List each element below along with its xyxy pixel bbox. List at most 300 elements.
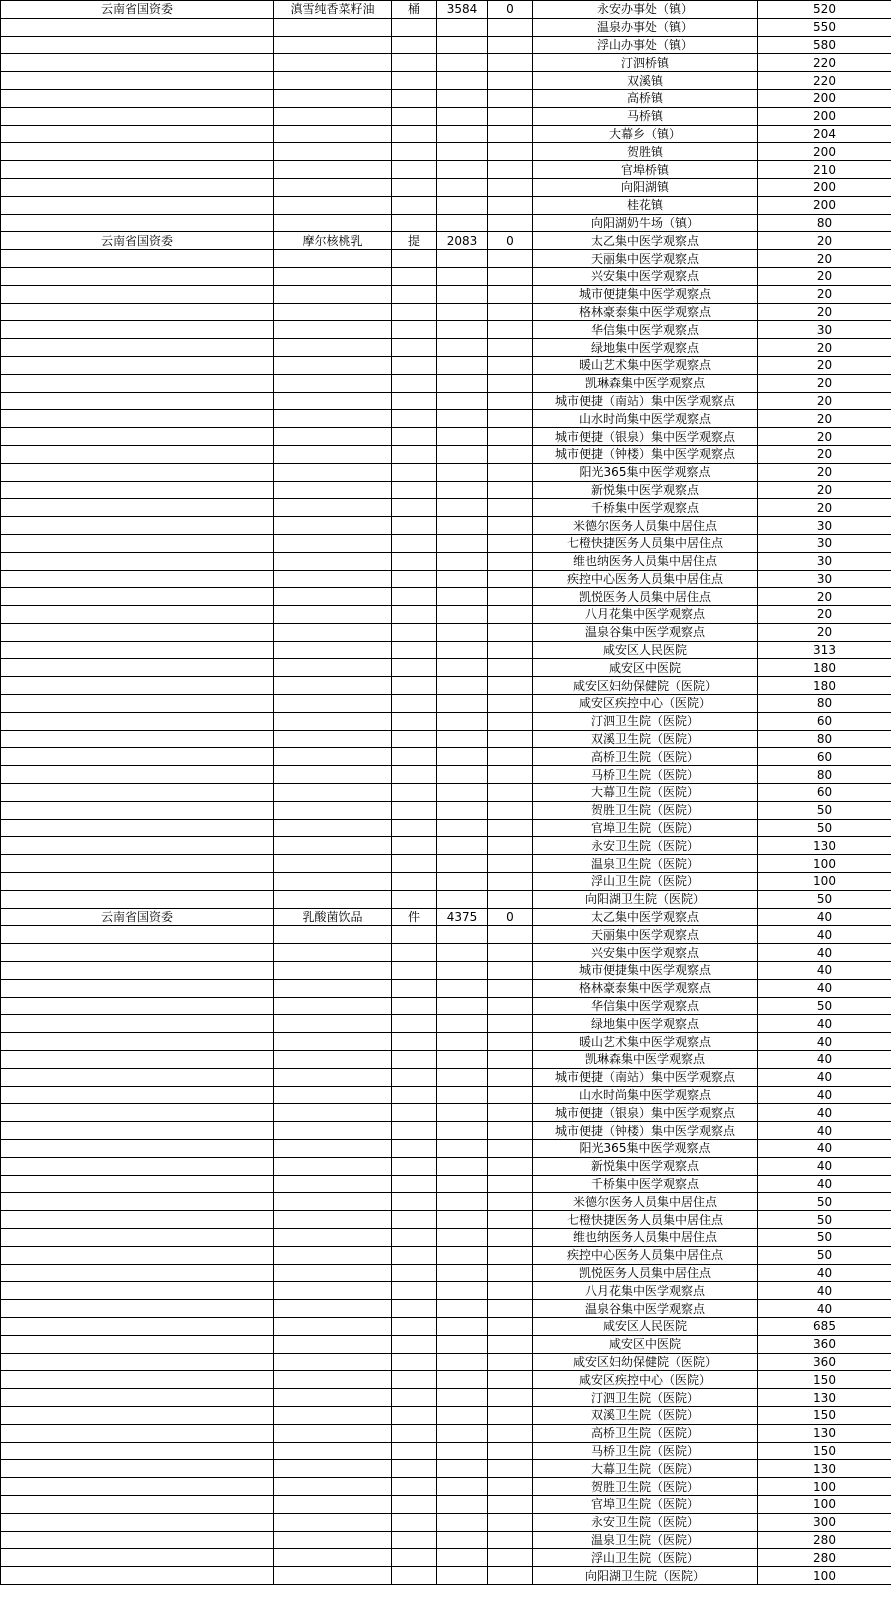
unit-cell <box>392 1015 437 1033</box>
table-row <box>1 1211 891 1229</box>
quantity-cell <box>437 1282 488 1300</box>
recipient-count-cell: 40 <box>758 1068 891 1086</box>
donor-cell <box>1 1033 274 1051</box>
unit-cell <box>392 730 437 748</box>
donor-cell <box>1 1122 274 1140</box>
table-row <box>1 481 891 499</box>
item-cell <box>274 143 392 161</box>
amount-cell <box>488 428 533 446</box>
table-row <box>1 499 891 517</box>
quantity-cell <box>437 1086 488 1104</box>
item-cell <box>274 1549 392 1567</box>
recipient-count-cell: 80 <box>758 214 891 232</box>
recipient-name-cell: 桂花镇 <box>533 196 758 214</box>
amount-cell <box>488 1264 533 1282</box>
quantity-cell <box>437 410 488 428</box>
table-row <box>1 1068 891 1086</box>
donor-cell <box>1 196 274 214</box>
item-cell <box>274 766 392 784</box>
recipient-name-cell: 暖山艺术集中医学观察点 <box>533 1033 758 1051</box>
amount-cell <box>488 1478 533 1496</box>
amount-cell <box>488 1406 533 1424</box>
unit-cell <box>392 267 437 285</box>
item-cell <box>274 1193 392 1211</box>
amount-cell <box>488 1282 533 1300</box>
donor-cell <box>1 695 274 713</box>
item-cell <box>274 410 392 428</box>
item-cell <box>274 18 392 36</box>
donor-cell <box>1 534 274 552</box>
item-cell <box>274 1567 392 1585</box>
amount-cell <box>488 712 533 730</box>
donor-cell <box>1 1335 274 1353</box>
donor-cell <box>1 445 274 463</box>
item-cell <box>274 819 392 837</box>
item-cell <box>274 517 392 535</box>
unit-cell <box>392 1211 437 1229</box>
recipient-count-cell: 40 <box>758 962 891 980</box>
unit-cell <box>392 1549 437 1567</box>
unit-cell: 件 <box>392 908 437 926</box>
unit-cell <box>392 517 437 535</box>
amount-cell <box>488 196 533 214</box>
table-row <box>1 214 891 232</box>
recipient-name-cell: 新悦集中医学观察点 <box>533 481 758 499</box>
recipient-count-cell: 20 <box>758 588 891 606</box>
amount-cell <box>488 748 533 766</box>
item-cell <box>274 1389 392 1407</box>
recipient-count-cell: 130 <box>758 1424 891 1442</box>
unit-cell: 提 <box>392 232 437 250</box>
recipient-name-cell: 向阳湖镇 <box>533 178 758 196</box>
unit-cell <box>392 748 437 766</box>
donor-cell <box>1 463 274 481</box>
recipient-name-cell: 绿地集中医学观察点 <box>533 1015 758 1033</box>
quantity-cell <box>437 748 488 766</box>
unit-cell <box>392 1424 437 1442</box>
item-cell <box>274 285 392 303</box>
recipient-name-cell: 七橙快捷医务人员集中居住点 <box>533 1211 758 1229</box>
unit-cell <box>392 481 437 499</box>
table-row <box>1 374 891 392</box>
recipient-name-cell: 凯悦医务人员集中居住点 <box>533 1264 758 1282</box>
quantity-cell <box>437 143 488 161</box>
quantity-cell <box>437 463 488 481</box>
recipient-count-cell: 20 <box>758 303 891 321</box>
amount-cell: 0 <box>488 908 533 926</box>
recipient-count-cell: 50 <box>758 1246 891 1264</box>
table-row <box>1 748 891 766</box>
donor-cell <box>1 392 274 410</box>
recipient-name-cell: 城市便捷（南站）集中医学观察点 <box>533 392 758 410</box>
recipient-count-cell: 40 <box>758 1157 891 1175</box>
table-row <box>1 267 891 285</box>
table-row <box>1 606 891 624</box>
donor-cell <box>1 1104 274 1122</box>
amount-cell <box>488 161 533 179</box>
recipient-count-cell: 100 <box>758 1495 891 1513</box>
donor-cell <box>1 54 274 72</box>
recipient-count-cell: 200 <box>758 143 891 161</box>
quantity-cell <box>437 890 488 908</box>
recipient-name-cell: 浮山卫生院（医院） <box>533 873 758 891</box>
donor-cell <box>1 730 274 748</box>
amount-cell <box>488 1442 533 1460</box>
amount-cell <box>488 784 533 802</box>
item-cell <box>274 570 392 588</box>
table-row <box>1 1264 891 1282</box>
unit-cell <box>392 1531 437 1549</box>
unit-cell <box>392 1513 437 1531</box>
recipient-name-cell: 城市便捷（银泉）集中医学观察点 <box>533 1104 758 1122</box>
unit-cell <box>392 1353 437 1371</box>
donor-cell <box>1 1371 274 1389</box>
amount-cell <box>488 1157 533 1175</box>
unit-cell <box>392 445 437 463</box>
recipient-name-cell: 咸安区中医院 <box>533 1335 758 1353</box>
item-cell <box>274 890 392 908</box>
item-cell <box>274 748 392 766</box>
unit-cell <box>392 1140 437 1158</box>
unit-cell <box>392 392 437 410</box>
recipient-count-cell: 180 <box>758 677 891 695</box>
donor-cell <box>1 356 274 374</box>
quantity-cell <box>437 161 488 179</box>
donor-cell <box>1 125 274 143</box>
amount-cell <box>488 606 533 624</box>
donor-cell <box>1 1175 274 1193</box>
table-row <box>1 321 891 339</box>
recipient-name-cell: 七橙快捷医务人员集中居住点 <box>533 534 758 552</box>
item-cell <box>274 1531 392 1549</box>
donor-cell <box>1 1086 274 1104</box>
recipient-count-cell: 130 <box>758 837 891 855</box>
quantity-cell <box>437 979 488 997</box>
unit-cell <box>392 1460 437 1478</box>
donor-cell <box>1 1389 274 1407</box>
item-cell <box>274 641 392 659</box>
recipient-count-cell: 40 <box>758 1122 891 1140</box>
amount-cell <box>488 1371 533 1389</box>
unit-cell <box>392 1442 437 1460</box>
amount-cell <box>488 890 533 908</box>
item-cell <box>274 926 392 944</box>
recipient-name-cell: 维也纳医务人员集中居住点 <box>533 552 758 570</box>
recipient-name-cell: 官埠卫生院（医院） <box>533 819 758 837</box>
recipient-name-cell: 凯悦医务人员集中居住点 <box>533 588 758 606</box>
unit-cell <box>392 926 437 944</box>
unit-cell <box>392 962 437 980</box>
quantity-cell <box>437 1246 488 1264</box>
table-row <box>1 908 891 926</box>
quantity-cell <box>437 1300 488 1318</box>
recipient-name-cell: 咸安区妇幼保健院（医院） <box>533 1353 758 1371</box>
recipient-name-cell: 八月花集中医学观察点 <box>533 606 758 624</box>
item-cell <box>274 873 392 891</box>
recipient-name-cell: 城市便捷（南站）集中医学观察点 <box>533 1068 758 1086</box>
table-row <box>1 944 891 962</box>
recipient-count-cell: 204 <box>758 125 891 143</box>
amount-cell <box>488 18 533 36</box>
donor-cell <box>1 837 274 855</box>
item-cell <box>274 428 392 446</box>
recipient-name-cell: 城市便捷（钟楼）集中医学观察点 <box>533 445 758 463</box>
quantity-cell <box>437 837 488 855</box>
donor-cell <box>1 1531 274 1549</box>
unit-cell <box>392 712 437 730</box>
table-row <box>1 428 891 446</box>
amount-cell <box>488 979 533 997</box>
recipient-count-cell: 280 <box>758 1549 891 1567</box>
table-row <box>1 356 891 374</box>
item-cell <box>274 623 392 641</box>
unit-cell <box>392 1335 437 1353</box>
table-row <box>1 18 891 36</box>
quantity-cell <box>437 1531 488 1549</box>
item-cell <box>274 855 392 873</box>
amount-cell <box>488 1389 533 1407</box>
amount-cell <box>488 1140 533 1158</box>
table-row <box>1 1335 891 1353</box>
quantity-cell <box>437 1549 488 1567</box>
recipient-name-cell: 温泉卫生院（医院） <box>533 1531 758 1549</box>
amount-cell <box>488 588 533 606</box>
recipient-name-cell: 八月花集中医学观察点 <box>533 1282 758 1300</box>
recipient-name-cell: 千桥集中医学观察点 <box>533 1175 758 1193</box>
amount-cell: 0 <box>488 1 533 19</box>
donor-cell <box>1 641 274 659</box>
recipient-count-cell: 313 <box>758 641 891 659</box>
amount-cell <box>488 873 533 891</box>
amount-cell <box>488 481 533 499</box>
recipient-name-cell: 大幕乡（镇） <box>533 125 758 143</box>
quantity-cell <box>437 1317 488 1335</box>
item-cell <box>274 214 392 232</box>
quantity-cell: 4375 <box>437 908 488 926</box>
item-cell <box>274 1335 392 1353</box>
recipient-name-cell: 咸安区疾控中心（医院） <box>533 1371 758 1389</box>
recipient-count-cell: 20 <box>758 356 891 374</box>
amount-cell <box>488 36 533 54</box>
recipient-name-cell: 大幕卫生院（医院） <box>533 784 758 802</box>
recipient-count-cell: 685 <box>758 1317 891 1335</box>
table-row <box>1 89 891 107</box>
recipient-name-cell: 维也纳医务人员集中居住点 <box>533 1228 758 1246</box>
table-row <box>1 962 891 980</box>
recipient-count-cell: 200 <box>758 178 891 196</box>
donor-cell <box>1 374 274 392</box>
recipient-count-cell: 50 <box>758 997 891 1015</box>
recipient-count-cell: 40 <box>758 1086 891 1104</box>
recipient-count-cell: 20 <box>758 428 891 446</box>
recipient-name-cell: 华信集中医学观察点 <box>533 321 758 339</box>
recipient-name-cell: 凯琳森集中医学观察点 <box>533 1051 758 1069</box>
amount-cell <box>488 125 533 143</box>
recipient-name-cell: 阳光365集中医学观察点 <box>533 1140 758 1158</box>
recipient-count-cell: 20 <box>758 499 891 517</box>
recipient-count-cell: 50 <box>758 801 891 819</box>
recipient-count-cell: 80 <box>758 730 891 748</box>
recipient-count-cell: 150 <box>758 1371 891 1389</box>
table-row <box>1 837 891 855</box>
amount-cell <box>488 1086 533 1104</box>
table-row <box>1 36 891 54</box>
amount-cell <box>488 1122 533 1140</box>
recipient-name-cell: 咸安区中医院 <box>533 659 758 677</box>
table-row <box>1 1478 891 1496</box>
table-row <box>1 855 891 873</box>
unit-cell <box>392 623 437 641</box>
quantity-cell <box>437 1424 488 1442</box>
quantity-cell <box>437 534 488 552</box>
amount-cell <box>488 339 533 357</box>
unit-cell <box>392 125 437 143</box>
quantity-cell <box>437 392 488 410</box>
recipient-count-cell: 50 <box>758 890 891 908</box>
item-cell <box>274 1175 392 1193</box>
donor-cell <box>1 1478 274 1496</box>
quantity-cell <box>437 196 488 214</box>
unit-cell <box>392 659 437 677</box>
table-row <box>1 517 891 535</box>
recipient-name-cell: 咸安区人民医院 <box>533 1317 758 1335</box>
recipient-count-cell: 130 <box>758 1389 891 1407</box>
quantity-cell <box>437 72 488 90</box>
recipient-name-cell: 绿地集中医学观察点 <box>533 339 758 357</box>
amount-cell <box>488 1549 533 1567</box>
amount-cell <box>488 695 533 713</box>
recipient-name-cell: 官埠桥镇 <box>533 161 758 179</box>
table-row <box>1 303 891 321</box>
recipient-count-cell: 40 <box>758 1140 891 1158</box>
donor-cell <box>1 143 274 161</box>
amount-cell <box>488 677 533 695</box>
unit-cell <box>392 1228 437 1246</box>
donor-cell <box>1 1353 274 1371</box>
quantity-cell <box>437 250 488 268</box>
unit-cell <box>392 1317 437 1335</box>
table-row <box>1 1371 891 1389</box>
table-row <box>1 677 891 695</box>
recipient-count-cell: 40 <box>758 926 891 944</box>
donor-cell <box>1 321 274 339</box>
quantity-cell <box>437 54 488 72</box>
item-cell <box>274 1086 392 1104</box>
table-row <box>1 1175 891 1193</box>
amount-cell <box>488 54 533 72</box>
table-row <box>1 1051 891 1069</box>
quantity-cell <box>437 1175 488 1193</box>
donor-cell <box>1 178 274 196</box>
donor-cell <box>1 979 274 997</box>
recipient-name-cell: 城市便捷（钟楼）集中医学观察点 <box>533 1122 758 1140</box>
recipient-name-cell: 咸安区人民医院 <box>533 641 758 659</box>
recipient-count-cell: 360 <box>758 1353 891 1371</box>
recipient-name-cell: 永安卫生院（医院） <box>533 1513 758 1531</box>
donor-cell <box>1 1282 274 1300</box>
item-cell <box>274 303 392 321</box>
table-row <box>1 1228 891 1246</box>
quantity-cell <box>437 18 488 36</box>
item-cell <box>274 1317 392 1335</box>
recipient-name-cell: 高桥卫生院（医院） <box>533 1424 758 1442</box>
unit-cell <box>392 107 437 125</box>
unit-cell <box>392 410 437 428</box>
amount-cell <box>488 552 533 570</box>
donor-cell <box>1 1567 274 1585</box>
quantity-cell <box>437 1211 488 1229</box>
donor-cell <box>1 410 274 428</box>
donor-cell <box>1 944 274 962</box>
quantity-cell <box>437 1353 488 1371</box>
item-cell <box>274 1282 392 1300</box>
amount-cell <box>488 374 533 392</box>
table-row <box>1 1353 891 1371</box>
unit-cell <box>392 641 437 659</box>
unit-cell <box>392 36 437 54</box>
amount-cell: 0 <box>488 232 533 250</box>
table-row <box>1 819 891 837</box>
amount-cell <box>488 178 533 196</box>
unit-cell <box>392 356 437 374</box>
recipient-name-cell: 向阳湖卫生院（医院） <box>533 890 758 908</box>
donor-cell <box>1 1300 274 1318</box>
unit-cell <box>392 784 437 802</box>
donor-cell <box>1 428 274 446</box>
recipient-name-cell: 浮山卫生院（医院） <box>533 1549 758 1567</box>
recipient-count-cell: 150 <box>758 1442 891 1460</box>
recipient-name-cell: 向阳湖卫生院（医院） <box>533 1567 758 1585</box>
amount-cell <box>488 143 533 161</box>
table-row <box>1 1157 891 1175</box>
donor-cell <box>1 570 274 588</box>
recipient-name-cell: 华信集中医学观察点 <box>533 997 758 1015</box>
recipient-name-cell: 官埠卫生院（医院） <box>533 1495 758 1513</box>
quantity-cell <box>437 1478 488 1496</box>
item-cell <box>274 267 392 285</box>
unit-cell: 桶 <box>392 1 437 19</box>
recipient-count-cell: 20 <box>758 285 891 303</box>
recipient-name-cell: 浮山办事处（镇） <box>533 36 758 54</box>
amount-cell <box>488 1015 533 1033</box>
unit-cell <box>392 89 437 107</box>
recipient-name-cell: 太乙集中医学观察点 <box>533 232 758 250</box>
amount-cell <box>488 641 533 659</box>
donor-cell <box>1 962 274 980</box>
quantity-cell <box>437 321 488 339</box>
unit-cell <box>392 1086 437 1104</box>
quantity-cell <box>437 1389 488 1407</box>
table-row <box>1 659 891 677</box>
table-row <box>1 232 891 250</box>
quantity-cell <box>437 712 488 730</box>
amount-cell <box>488 801 533 819</box>
recipient-count-cell: 40 <box>758 1033 891 1051</box>
unit-cell <box>392 944 437 962</box>
item-cell <box>274 1246 392 1264</box>
unit-cell <box>392 677 437 695</box>
quantity-cell <box>437 178 488 196</box>
amount-cell <box>488 1246 533 1264</box>
donor-cell <box>1 1317 274 1335</box>
table-row <box>1 570 891 588</box>
item-cell <box>274 944 392 962</box>
donor-cell <box>1 1513 274 1531</box>
quantity-cell <box>437 855 488 873</box>
donor-cell <box>1 677 274 695</box>
unit-cell <box>392 1478 437 1496</box>
item-cell <box>274 1264 392 1282</box>
